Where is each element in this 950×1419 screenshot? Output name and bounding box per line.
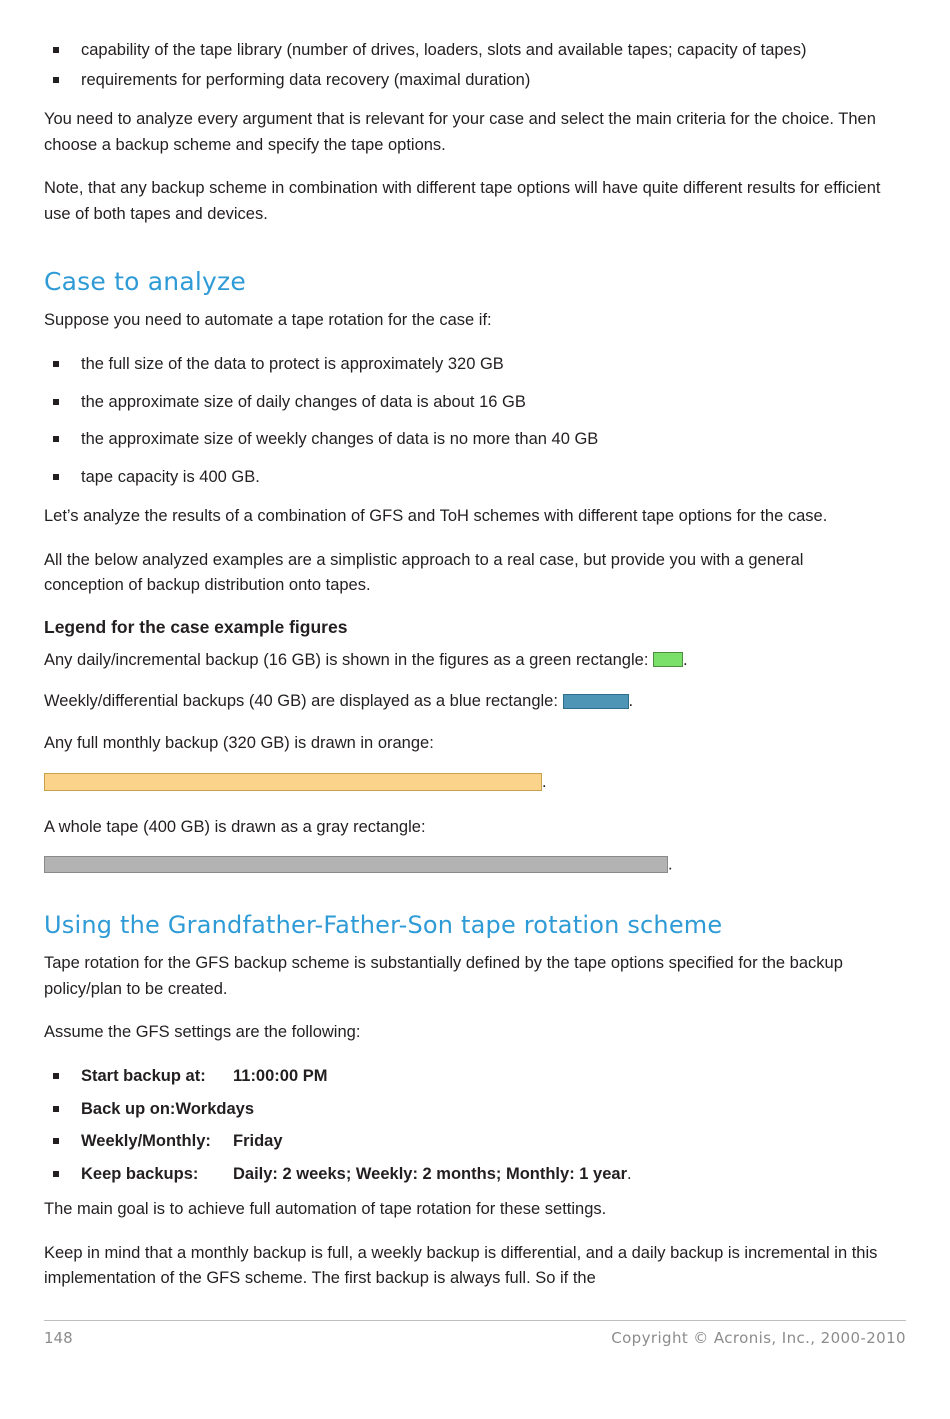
setting-label: Keep backups: (81, 1164, 199, 1183)
bullet-square-icon (53, 47, 59, 53)
heading-case-to-analyze: Case to analyze (44, 267, 246, 297)
gfs-closing-paragraph-2: Keep in mind that a monthly backup is full, a weekly backup is differential, and a daily backup is incremental in this implementation of the GFS scheme. The first backup is always full. So if the (44, 1243, 878, 1288)
setting-label: Weekly/Monthly: (81, 1132, 211, 1151)
list-item-text: the approximate size of daily changes of data is about 16 GB (81, 392, 526, 411)
list-item-text: the full size of the data to protect is approximately 320 GB (81, 354, 504, 373)
gray-bar-row (44, 856, 882, 873)
legend-blue-line (44, 689, 882, 715)
gfs-paragraph-1: Tape rotation for the GFS backup scheme is substantially defined by the tape options specified for the backup policy/plan to be created. (44, 954, 843, 998)
list-item (44, 352, 882, 378)
gfs-settings-list (44, 1064, 882, 1187)
page-number: 148 (44, 1329, 73, 1347)
top-bullet-list (44, 38, 882, 93)
bullet-square-icon (53, 361, 59, 367)
case-paragraph-1: Let’s analyze the results of a combination of GFS and ToH schemes with different tape options for the case. (44, 507, 828, 526)
bullet-square-icon (53, 1138, 59, 1144)
list-item-text: requirements for performing data recovery (maximal duration) (81, 70, 531, 89)
bullet-square-icon (53, 1073, 59, 1079)
gfs-closing-paragraph-1: The main goal is to achieve full automation of tape rotation for these settings. (44, 1200, 607, 1219)
case-lead-paragraph: Suppose you need to automate a tape rotation for the case if: (44, 311, 492, 330)
setting-value: 11:00:00 PM (233, 1066, 328, 1085)
intro-paragraph-2: Note, that any backup scheme in combination with different tape options will have quite different results for efficient use of both tapes and devices. (44, 179, 881, 223)
page-footer (44, 1320, 906, 1347)
legend-green-period: . (683, 650, 688, 669)
bullet-square-icon (53, 1171, 59, 1177)
section-spacer (44, 245, 882, 267)
heading-gfs-scheme: Using the Grandfather-Father-Son tape rotation scheme (44, 911, 723, 940)
case-bullet-list (44, 352, 882, 490)
bullet-square-icon (53, 399, 59, 405)
list-item (44, 465, 882, 491)
copyright-notice: Copyright © Acronis, Inc., 2000-2010 (611, 1329, 906, 1347)
setting-label: Start backup at: (81, 1066, 206, 1085)
intro-paragraph-1: You need to analyze every argument that is relevant for your case and select the main criteria for the choice. Then choose a backup scheme and specify the tape options. (44, 110, 876, 154)
orange-full-backup-bar (44, 773, 542, 791)
legend-blue-period: . (628, 692, 634, 711)
setting-value: Friday (233, 1132, 283, 1151)
bullet-square-icon (53, 77, 59, 83)
bullet-square-icon (53, 474, 59, 480)
list-item (44, 427, 882, 453)
section-spacer-2 (44, 889, 882, 911)
legend-green-text: Any daily/incremental backup (16 GB) is shown in the figures as a green rectangle: (44, 650, 649, 669)
gfs-paragraph-2: Assume the GFS settings are the following: (44, 1023, 361, 1042)
orange-bar-period: . (542, 772, 547, 791)
legend-orange-line (44, 731, 882, 757)
heading-legend: Legend for the case example figures (44, 616, 348, 637)
blue-rectangle-swatch (563, 694, 629, 709)
orange-bar-row (44, 773, 882, 791)
gray-tape-bar (44, 856, 668, 873)
bullet-square-icon (53, 436, 59, 442)
list-item (44, 68, 882, 94)
legend-orange-text: Any full monthly backup (320 GB) is drawn in orange: (44, 734, 434, 752)
setting-value: Workdays (175, 1099, 254, 1118)
green-rectangle-swatch (653, 652, 683, 667)
list-item-text: capability of the tape library (number of drives, loaders, slots and available tapes; capacity of tapes) (81, 41, 807, 59)
legend-green-line (44, 648, 882, 674)
legend-spacer (44, 807, 882, 815)
list-item (44, 38, 882, 64)
list-item (44, 1064, 882, 1090)
setting-label: Back up on: (81, 1099, 176, 1118)
legend-blue-text: Weekly/differential backups (40 GB) are displayed as a blue rectangle: (44, 692, 558, 711)
bullet-square-icon (53, 1106, 59, 1112)
list-item-text: the approximate size of weekly changes of data is no more than 40 GB (81, 430, 599, 449)
list-item (44, 1097, 882, 1123)
legend-gray-text: A whole tape (400 GB) is drawn as a gray rectangle: (44, 817, 426, 836)
list-item (44, 1162, 882, 1188)
list-item-text: tape capacity is 400 GB. (81, 467, 260, 486)
gray-bar-period: . (668, 855, 673, 874)
list-item (44, 1129, 882, 1155)
list-item (44, 390, 882, 416)
legend-gray-line (44, 815, 882, 841)
case-paragraph-2: All the below analyzed examples are a simplistic approach to a real case, but provide you with a general conception of backup distribution onto tapes. (44, 550, 804, 595)
setting-value: Daily: 2 weeks; Weekly: 2 months; Monthly: 1 year (233, 1164, 627, 1183)
setting-period: . (627, 1164, 632, 1183)
